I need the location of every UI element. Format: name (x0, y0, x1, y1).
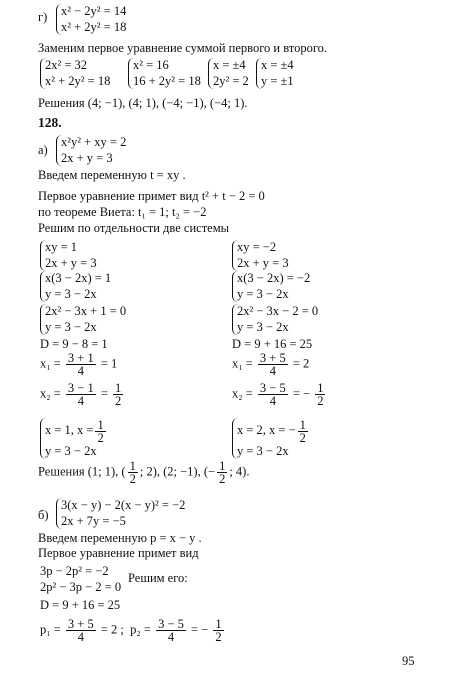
fraction: $\frac{1}{2}$ (317, 381, 324, 408)
equation: y = 3 − 2x (237, 319, 289, 334)
system-g (56, 4, 126, 35)
intro-variable-t: Введем переменную t = xy . (38, 168, 186, 182)
x1-rhs: = 2 (292, 356, 310, 371)
left-system-1 (40, 240, 97, 271)
replace-text: Заменим первое уравнение суммой первого и второго. (38, 41, 328, 55)
part-g-label: г) (38, 10, 48, 24)
final-line-1: x = 1, x = $\frac{1}{2}$ (45, 417, 104, 445)
equation: x = ±4 (261, 58, 294, 72)
equation: y = ±1 (261, 73, 294, 88)
solve-separately: Решим по отдельности две системы (38, 221, 230, 235)
first-equation-p: Первое уравнение примет вид (38, 546, 199, 560)
right-system-2 (232, 271, 310, 302)
final-line-2: y = 3 − 2x (45, 443, 97, 458)
x1-lhs: x₁ = (40, 356, 61, 371)
part-a-label: а) (38, 143, 48, 157)
left-discriminant: D = 9 − 8 = 1 (40, 337, 108, 351)
discriminant-b: D = 9 + 16 = 25 (40, 598, 121, 612)
left-x1 (40, 352, 117, 377)
left-final-system (40, 418, 108, 459)
system-b (56, 498, 185, 529)
right-x1 (232, 352, 309, 377)
x1-lhs: x₁ = (232, 356, 253, 371)
equation: x² − 2y² = 14 (61, 4, 127, 18)
equation: y = 3 − 2x (45, 319, 97, 334)
system-a (56, 135, 126, 166)
equation: x² + 2y² = 18 (61, 19, 127, 34)
equation: xy = 1 (45, 240, 78, 254)
equation: 3(x − y) − 2(x − y)² = −2 (61, 498, 186, 512)
equation: 2x + 7y = −5 (61, 513, 126, 528)
final-line-2: y = 3 − 2x (237, 443, 289, 458)
equation: 2x² − 3x + 1 = 0 (45, 304, 127, 318)
fraction: $\frac{1}{2}$ (115, 381, 122, 408)
problem-number: 128. (38, 115, 62, 130)
equation: x(3 − 2x) = 1 (45, 271, 112, 285)
equation: x = ±4 (213, 58, 246, 72)
equation: 2y² = 2 (213, 73, 249, 88)
equals: = − (292, 386, 311, 401)
left-x2 (40, 382, 125, 407)
equation: x² + 2y² = 18 (45, 73, 111, 88)
right-x2 (232, 382, 327, 407)
fraction: $\frac{3 + 1}{4}$ (67, 351, 94, 378)
equation: 16 + 2y² = 18 (133, 73, 201, 88)
x2-lhs: x₂ = (232, 386, 253, 401)
right-system-1 (232, 240, 289, 271)
equation: 2x + y = 3 (61, 150, 113, 165)
final-line-1: x = 2, x = − $\frac{1}{2}$ (237, 417, 306, 445)
part-b-label: б) (38, 508, 49, 522)
equals: = (100, 386, 108, 401)
equation: x² = 16 (133, 58, 169, 72)
fraction: $\frac{3 - 1}{4}$ (67, 381, 94, 408)
equation: y = 3 − 2x (45, 286, 97, 301)
solve-it: Решим его: (128, 571, 188, 585)
equation: 2x² = 32 (45, 58, 88, 72)
roots-p: p₁ = $\frac{3 + 5}{4}$ = 2 ; p₂ = $\frac{3 - 5}{4}$ = − $\frac{1}{2}$ (40, 617, 222, 644)
fraction: $\frac{3 - 5}{4}$ (259, 381, 286, 408)
intro-variable-p: Введем переменную p = x − y . (38, 531, 202, 545)
equation: y = 3 − 2x (237, 286, 289, 301)
equation: x(3 − 2x) = −2 (237, 271, 311, 285)
solutions-a: Решения (1; 1), ( $\frac{1}{2}$ ; 2), (2; −1), (− $\frac{1}{2}$ ; 4). (38, 459, 250, 486)
system-g-step4 (256, 58, 294, 89)
system-g-step2 (128, 58, 201, 89)
x1-rhs: = 1 (100, 356, 118, 371)
equation: xy = −2 (237, 240, 277, 254)
left-system-2 (40, 271, 111, 302)
equation: 2x + y = 3 (237, 255, 289, 270)
equation: x²y² + xy = 2 (61, 135, 127, 149)
right-final-system (232, 418, 310, 459)
equation: 2x + y = 3 (45, 255, 97, 270)
solutions-g: Решения (4; −1), (4; 1), (−4; −1), (−4; 1). (38, 96, 248, 110)
equation: 2x² − 3x − 2 = 0 (237, 304, 319, 318)
system-g-step3 (208, 58, 249, 89)
right-discriminant: D = 9 + 16 = 25 (232, 337, 313, 351)
left-system-3 (40, 304, 126, 335)
right-system-3 (232, 304, 318, 335)
equation-p-1: 3p − 2p² = −2 (40, 564, 109, 578)
vieta-line: по теореме Виета: t₁ = 1; t₂ = −2 (38, 205, 207, 219)
equation-p-2: 2p² − 3p − 2 = 0 (40, 580, 122, 594)
first-equation-t: Первое уравнение примет вид t² + t − 2 = 0 (38, 189, 265, 203)
system-g-step1 (40, 58, 110, 89)
x2-lhs: x₂ = (40, 386, 61, 401)
page-number: 95 (402, 654, 415, 668)
fraction: $\frac{3 + 5}{4}$ (259, 351, 286, 378)
